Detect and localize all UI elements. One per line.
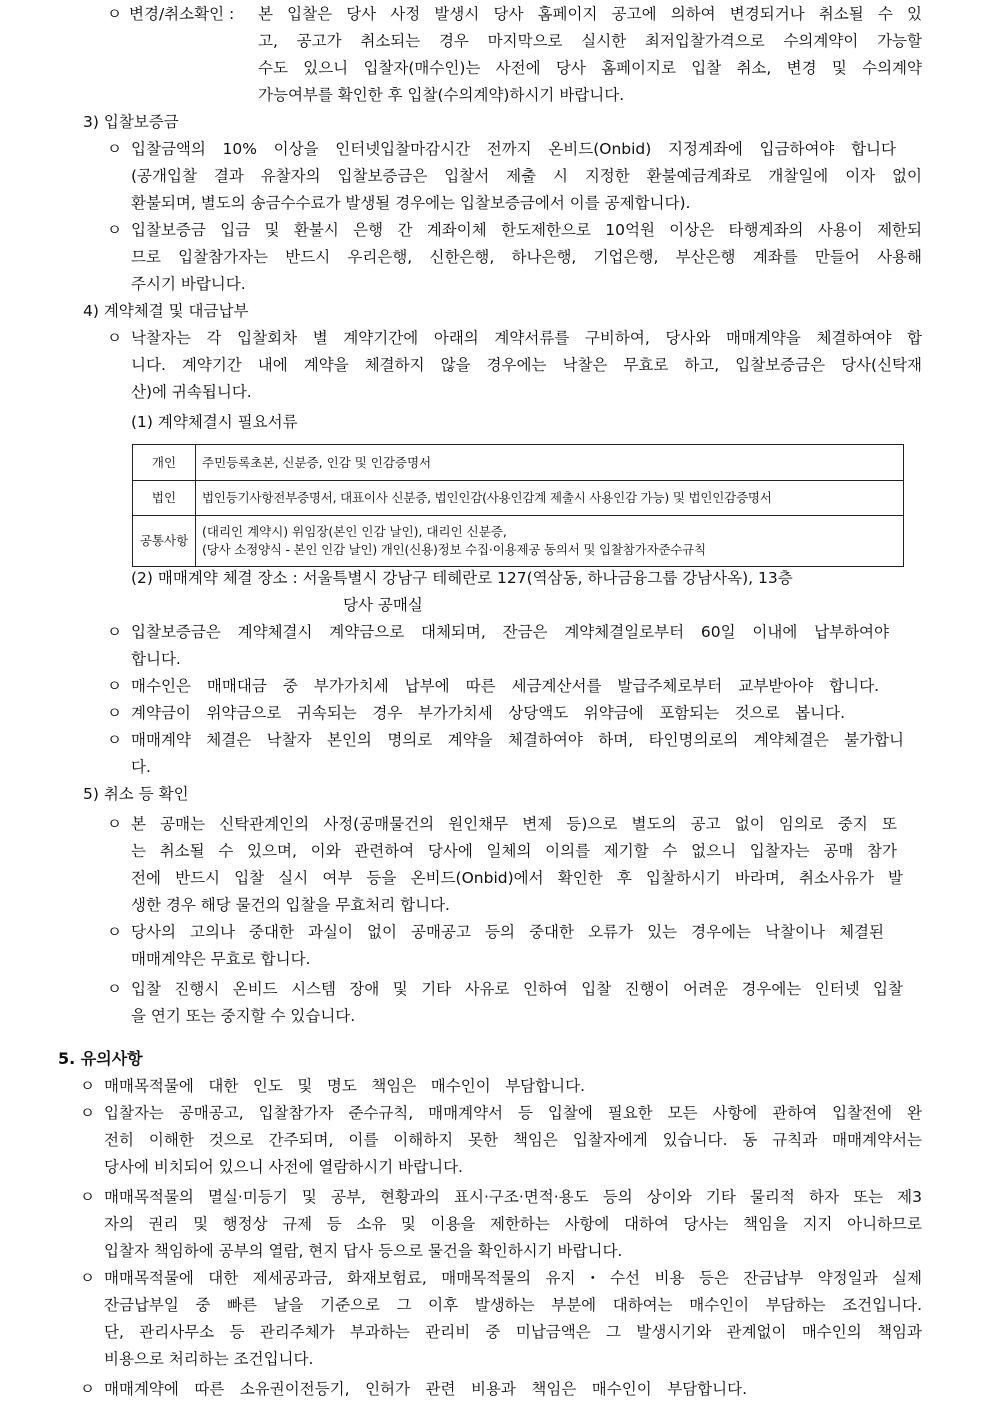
- contract-place-line: (2) 매매계약 체결 장소 : 서울특별시 강남구 테헤란로 127(역삼동, 하나금융그룹 강남사옥), 13층: [131, 569, 793, 587]
- paragraph-line: 매수인은 매매대금 중 부가가치세 납부에 따른 세금계산서를 발급주체로부터 교부받아야 합니다.: [131, 677, 879, 695]
- paragraph-line: 전히 이해한 것으로 간주되며, 이를 이해하지 못한 책임은 입찰자에게 있습니다. 동 규칙과 매매계약서는: [104, 1131, 922, 1149]
- change-line: 고, 공고가 취소되는 경우 마지막으로 실시한 최저입찰가격으로 수의계약이 가능할: [258, 32, 922, 50]
- bullet-marker: ㅇ: [80, 1104, 95, 1122]
- paragraph-line: 낙찰자는 각 입찰회차 별 계약기간에 아래의 계약서류를 구비하여, 당사와 매매계약을 체결하여야 합: [131, 329, 922, 347]
- paragraph-line: 매매계약에 따른 소유권이전등기, 인허가 관련 비용과 책임은 매수인이 부담합니다.: [104, 1380, 747, 1398]
- paragraph-line: 입찰보증금 입금 및 환불시 은행 간 계좌이체 한도제한으로 10억원 이상은 타행계좌의 사용이 제한되: [131, 221, 922, 239]
- required-documents-table: [132, 444, 904, 567]
- change-line: 수도 있으니 입찰자(매수인)는 사전에 당사 홈페이지로 입찰 취소, 변경 및 수의계약: [258, 59, 922, 77]
- section-heading-contract: 4) 계약체결 및 대금납부: [83, 302, 249, 320]
- bullet-marker: ㅇ: [107, 704, 122, 722]
- change-label: 변경/취소확인 :: [129, 5, 235, 23]
- paragraph-line: 단, 관리사무소 등 관리주체가 부과하는 관리비 중 미납금액은 그 발생시기와 관계없이 매수인의 책임과: [104, 1323, 922, 1341]
- table-value-cell: 주민등록초본, 신분증, 인감 및 인감증명서: [196, 445, 904, 481]
- paragraph-line: 산)에 귀속됩니다.: [131, 383, 252, 401]
- bullet-marker: ㅇ: [80, 1077, 95, 1095]
- paragraph-line: 매매목적물에 대한 제세공과금, 화재보험료, 매매목적물의 유지・수선 비용 등은 잔금납부 약정일과 실제: [104, 1269, 922, 1287]
- paragraph-line: 생한 경우 해당 물건의 입찰을 무효처리 합니다.: [131, 896, 450, 914]
- table-value-cell: [196, 516, 904, 567]
- section-heading-cancel: 5) 취소 등 확인: [83, 785, 189, 803]
- paragraph-line: 다.: [131, 758, 151, 776]
- bullet-marker: ㅇ: [107, 140, 122, 158]
- table-key-cell: 공통사항: [133, 516, 196, 567]
- paragraph-line: 입찰금액의 10% 이상을 인터넷입찰마감시간 전까지 온비드(Onbid) 지정계좌에 입금하여야 합니다: [131, 140, 896, 158]
- section-heading-deposit: 3) 입찰보증금: [83, 113, 179, 131]
- table-value-cell: 법인등기사항전부증명서, 대표이사 신분증, 법인인감(사용인감계 제출시 사용인감 가능) 및 법인인감증명서: [196, 481, 904, 516]
- bullet-marker: ㅇ: [107, 980, 122, 998]
- table-value-line: (대리인 계약시) 위임장(본인 인감 날인), 대리인 신분증,: [202, 524, 507, 539]
- paragraph-line: 을 연기 또는 중지할 수 있습니다.: [131, 1007, 356, 1025]
- paragraph-line: 잔금납부일 중 빠른 날을 기준으로 그 이후 발생하는 부분에 대하여는 매수인이 부담하는 조건입니다.: [104, 1296, 922, 1314]
- paragraph-line: 주시기 바랍니다.: [131, 275, 246, 293]
- paragraph-line: 매매계약 체결은 낙찰자 본인의 명의로 계약을 체결하여야 하며, 타인명의로의 계약체결은 불가합니: [131, 731, 904, 749]
- change-line: 가능여부를 확인한 후 입찰(수의계약)하시기 바랍니다.: [258, 86, 625, 104]
- paragraph-line: 므로 입찰참가자는 반드시 우리은행, 신한은행, 하나은행, 기업은행, 부산은행 계좌를 만들어 사용해: [131, 248, 922, 266]
- bullet-marker: ㅇ: [80, 1380, 95, 1398]
- paragraph-line: 는 취소될 수 있으며, 이와 관련하여 당사에 일체의 이의를 제기할 수 없으니 입찰자는 공매 참가: [131, 842, 897, 860]
- paragraph-line: 입찰자는 공매공고, 입찰참가자 준수규칙, 매매계약서 등 입찰에 필요한 모든 사항에 관하여 입찰전에 완: [104, 1104, 922, 1122]
- paragraph-line: 환불되며, 별도의 송금수수료가 발생될 경우에는 입찰보증금에서 이를 공제합니다).: [131, 194, 691, 212]
- paragraph-line: (공개입찰 결과 유찰자의 입찰보증금은 입찰서 제출 시 지정한 환불예금계좌로 개찰일에 이자 없이: [131, 167, 922, 185]
- paragraph-line: 매매계약은 무효로 합니다.: [131, 950, 311, 968]
- change-line: 본 입찰은 당사 사정 발생시 당사 홈페이지 공고에 의하여 변경되거나 취소될 수 있: [258, 5, 922, 23]
- paragraph-line: 입찰보증금은 계약체결시 계약금으로 대체되며, 잔금은 계약체결일로부터 60일 이내에 납부하여야: [131, 623, 889, 641]
- paragraph-line: 합니다.: [131, 650, 181, 668]
- paragraph-line: 입찰자 책임하에 공부의 열람, 현지 답사 등으로 물건을 확인하시기 바랍니다.: [104, 1242, 623, 1260]
- bullet-marker: ㅇ: [107, 221, 122, 239]
- contract-place-line: 당사 공매실: [343, 596, 423, 614]
- bullet-marker: ㅇ: [107, 5, 122, 23]
- bullet-marker: ㅇ: [107, 329, 122, 347]
- table-value-line: (당사 소정양식 - 본인 인감 날인) 개인(신용)정보 수집·이용제공 동의서 및 입찰참가자준수규칙: [202, 542, 706, 557]
- bullet-marker: ㅇ: [80, 1269, 95, 1287]
- bullet-marker: ㅇ: [107, 731, 122, 749]
- paragraph-line: 비용으로 처리하는 조건입니다.: [104, 1350, 314, 1368]
- paragraph-line: 계약금이 위약금으로 귀속되는 경우 부가가치세 상당액도 위약금에 포함되는 것으로 봅니다.: [131, 704, 845, 722]
- subheading-required-docs: (1) 계약체결시 필요서류: [131, 413, 298, 431]
- paragraph-line: 당사에 비치되어 있으니 사전에 열람하시기 바랍니다.: [104, 1158, 463, 1176]
- bullet-marker: ㅇ: [107, 677, 122, 695]
- paragraph-line: 매매목적물에 대한 인도 및 명도 책임은 매수인이 부담합니다.: [104, 1077, 585, 1095]
- table-row: [133, 481, 904, 516]
- bullet-marker: ㅇ: [80, 1188, 95, 1206]
- table-row: [133, 516, 904, 567]
- paragraph-line: 자의 권리 및 행정상 규제 등 소유 및 이용을 제한하는 사항에 대하여 당사는 책임을 지지 아니하므로: [104, 1215, 922, 1233]
- paragraph-line: 본 공매는 신탁관계인의 사정(공매물건의 원인채무 변제 등)으로 별도의 공고 없이 임의로 중지 또: [131, 815, 897, 833]
- paragraph-line: 당사의 고의나 중대한 과실이 없이 공매공고 등의 중대한 오류가 있는 경우에는 낙찰이나 체결된: [131, 923, 884, 941]
- bullet-marker: ㅇ: [107, 923, 122, 941]
- paragraph-line: 매매목적물의 멸실·미등기 및 공부, 현황과의 표시·구조·면적·용도 등의 상이와 기타 물리적 하자 또는 제3: [104, 1188, 922, 1206]
- table-row: [133, 445, 904, 481]
- paragraph-line: 입찰 진행시 온비드 시스템 장애 및 기타 사유로 인하여 입찰 진행이 어려운 경우에는 인터넷 입찰: [131, 980, 903, 998]
- bullet-marker: ㅇ: [107, 623, 122, 641]
- paragraph-line: 전에 반드시 입찰 실시 여부 등을 온비드(Onbid)에서 확인한 후 입찰하시기 바라며, 취소사유가 발: [131, 869, 903, 887]
- table-key-cell: 법인: [133, 481, 196, 516]
- paragraph-line: 니다. 계약기간 내에 계약을 체결하지 않을 경우에는 낙찰은 무효로 하고, 입찰보증금은 당사(신탁재: [131, 356, 922, 374]
- section-heading-notes: 5. 유의사항: [58, 1049, 143, 1068]
- table-key-cell: 개인: [133, 445, 196, 481]
- bullet-marker: ㅇ: [107, 815, 122, 833]
